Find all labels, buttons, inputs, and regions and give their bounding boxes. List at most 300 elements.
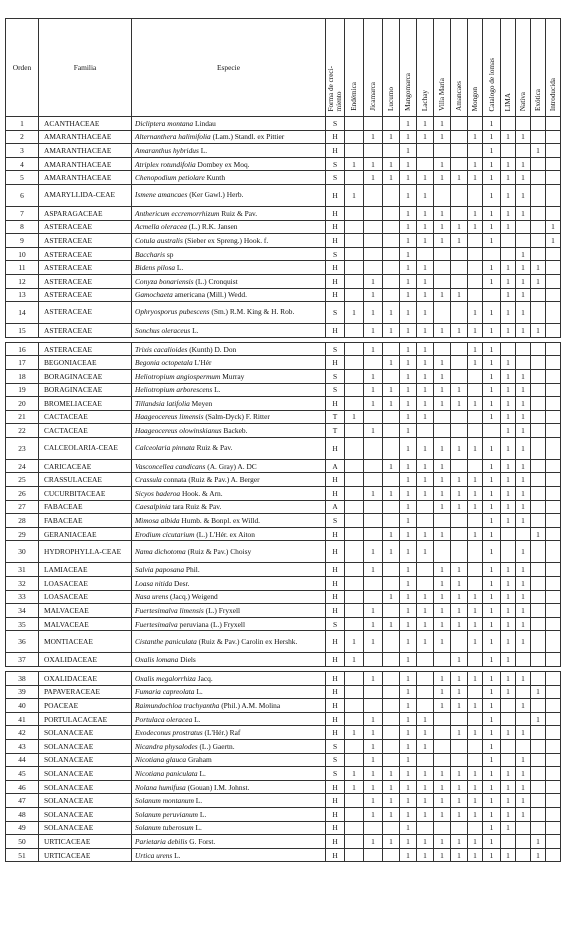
- authority: (Gouan) I.M. Johnst.: [185, 782, 250, 792]
- orden-cell: 2: [6, 130, 39, 144]
- presence-cell: 1: [400, 712, 417, 726]
- presence-cell: [383, 672, 400, 686]
- presence-cell: 1: [483, 261, 501, 275]
- presence-cell: 1: [468, 726, 483, 740]
- presence-cell: 1: [468, 672, 483, 686]
- familia-cell: HYDROPHYLLA-CEAE: [39, 541, 132, 563]
- presence-cell: 1: [483, 590, 501, 604]
- presence-cell: [531, 780, 546, 794]
- presence-cell: [364, 220, 383, 234]
- presence-cell: [364, 590, 383, 604]
- authority: Humb. & Bonpl. ex Willd.: [179, 516, 261, 526]
- presence-cell: [383, 577, 400, 591]
- presence-cell: 1: [483, 631, 501, 653]
- presence-cell: 1: [501, 356, 516, 370]
- presence-cell: 1: [501, 261, 516, 275]
- header-introducida: Introducida: [546, 19, 561, 117]
- presence-cell: 1: [434, 617, 451, 631]
- familia-cell: ASTERACEAE: [39, 274, 132, 288]
- presence-cell: [501, 712, 516, 726]
- presence-cell: 1: [468, 171, 483, 185]
- presence-cell: [383, 514, 400, 528]
- scientific-name: Dicliptera montana: [135, 118, 194, 128]
- scientific-name: Exodeconus prostratus: [135, 728, 203, 738]
- especie-cell: [132, 342, 326, 356]
- presence-cell: 1: [531, 835, 546, 849]
- presence-cell: [546, 397, 561, 411]
- especie-cell: [132, 712, 326, 726]
- presence-cell: [516, 835, 531, 849]
- authority: (Salm-Dyck) F. Ritter: [203, 412, 270, 422]
- forma-crecimiento-cell: H: [326, 487, 345, 501]
- presence-cell: 1: [501, 410, 516, 424]
- presence-cell: [345, 473, 364, 487]
- presence-cell: [516, 653, 531, 667]
- authority: Jacq.: [195, 673, 213, 683]
- forma-crecimiento-cell: S: [326, 117, 345, 131]
- presence-cell: [546, 500, 561, 514]
- familia-cell: FABACEAE: [39, 514, 132, 528]
- presence-cell: 1: [501, 288, 516, 302]
- forma-crecimiento-cell: H: [326, 261, 345, 275]
- presence-cell: 1: [417, 487, 434, 501]
- presence-cell: [516, 342, 531, 356]
- presence-cell: [451, 631, 468, 653]
- table-row: [6, 157, 561, 171]
- presence-cell: 1: [417, 780, 434, 794]
- presence-cell: [468, 424, 483, 438]
- presence-cell: [345, 247, 364, 261]
- presence-cell: 1: [516, 514, 531, 528]
- presence-cell: [345, 739, 364, 753]
- presence-cell: [546, 288, 561, 302]
- especie-cell: [132, 685, 326, 699]
- especie-cell: [132, 171, 326, 185]
- presence-cell: 1: [434, 848, 451, 862]
- presence-cell: 1: [483, 541, 501, 563]
- presence-cell: 1: [434, 459, 451, 473]
- presence-cell: 1: [434, 807, 451, 821]
- presence-cell: [345, 437, 364, 459]
- presence-cell: 1: [501, 487, 516, 501]
- familia-cell: CRASSULACEAE: [39, 473, 132, 487]
- presence-cell: [531, 500, 546, 514]
- presence-cell: 1: [434, 487, 451, 501]
- presence-cell: 1: [468, 356, 483, 370]
- familia-cell: OXALIDACEAE: [39, 653, 132, 667]
- familia-cell: CACTACEAE: [39, 424, 132, 438]
- presence-cell: 1: [468, 617, 483, 631]
- presence-cell: [434, 726, 451, 740]
- header-mangomarca: Mangomarca: [400, 19, 417, 117]
- presence-cell: [451, 184, 468, 206]
- scientific-name: Acmella oleracea: [135, 222, 187, 232]
- scientific-name: Parietaria debilis: [135, 836, 188, 846]
- scientific-name: Raimundochloa trachyantha: [135, 700, 220, 710]
- presence-cell: 1: [451, 726, 468, 740]
- presence-cell: 1: [483, 767, 501, 781]
- table-row: [6, 274, 561, 288]
- presence-cell: [364, 699, 383, 713]
- presence-cell: 1: [468, 157, 483, 171]
- forma-crecimiento-cell: H: [326, 604, 345, 618]
- presence-cell: [531, 767, 546, 781]
- presence-cell: 1: [400, 672, 417, 686]
- presence-cell: [531, 473, 546, 487]
- presence-cell: 1: [417, 410, 434, 424]
- presence-cell: [383, 184, 400, 206]
- orden-cell: 34: [6, 604, 39, 618]
- presence-cell: 1: [483, 604, 501, 618]
- presence-cell: [546, 672, 561, 686]
- presence-cell: [345, 261, 364, 275]
- presence-cell: [468, 288, 483, 302]
- presence-cell: [531, 397, 546, 411]
- presence-cell: [531, 807, 546, 821]
- presence-cell: [345, 514, 364, 528]
- presence-cell: [501, 753, 516, 767]
- presence-cell: 1: [531, 685, 546, 699]
- presence-cell: 1: [383, 780, 400, 794]
- presence-cell: [345, 848, 364, 862]
- presence-cell: 1: [501, 171, 516, 185]
- presence-cell: 1: [501, 383, 516, 397]
- presence-cell: 1: [468, 473, 483, 487]
- presence-cell: [451, 424, 468, 438]
- table-row: [6, 821, 561, 835]
- especie-cell: [132, 794, 326, 808]
- especie-cell: [132, 356, 326, 370]
- table-row: [6, 302, 561, 324]
- orden-cell: 49: [6, 821, 39, 835]
- presence-cell: 1: [383, 383, 400, 397]
- presence-cell: [546, 171, 561, 185]
- presence-cell: 1: [400, 184, 417, 206]
- especie-cell: [132, 653, 326, 667]
- presence-cell: 1: [400, 274, 417, 288]
- presence-cell: 1: [417, 302, 434, 324]
- presence-cell: [345, 712, 364, 726]
- scientific-name: Salvia paposana: [135, 565, 185, 575]
- presence-cell: [345, 672, 364, 686]
- presence-cell: [417, 500, 434, 514]
- familia-cell: ASTERACEAE: [39, 324, 132, 338]
- presence-cell: 1: [364, 171, 383, 185]
- familia-cell: AMARANTHACEAE: [39, 130, 132, 144]
- presence-cell: 1: [434, 563, 451, 577]
- presence-cell: [345, 487, 364, 501]
- presence-cell: [451, 117, 468, 131]
- presence-cell: [383, 699, 400, 713]
- especie-cell: [132, 247, 326, 261]
- forma-crecimiento-cell: S: [326, 383, 345, 397]
- presence-cell: 1: [417, 590, 434, 604]
- presence-cell: 1: [400, 459, 417, 473]
- presence-cell: 1: [483, 410, 501, 424]
- presence-cell: [345, 590, 364, 604]
- familia-cell: SOLANACEAE: [39, 807, 132, 821]
- presence-cell: 1: [516, 604, 531, 618]
- presence-cell: 1: [501, 807, 516, 821]
- authority: (L.) L'Hér. ex Aiton: [194, 529, 255, 539]
- presence-cell: 1: [400, 577, 417, 591]
- presence-cell: 1: [516, 780, 531, 794]
- presence-cell: 1: [434, 604, 451, 618]
- presence-cell: [468, 577, 483, 591]
- especie-cell: [132, 410, 326, 424]
- presence-cell: 1: [400, 437, 417, 459]
- especie-cell: [132, 274, 326, 288]
- familia-cell: AMARANTHACEAE: [39, 171, 132, 185]
- table-body: [6, 117, 561, 862]
- especie-cell: [132, 487, 326, 501]
- presence-cell: 1: [483, 206, 501, 220]
- presence-cell: 1: [516, 473, 531, 487]
- presence-cell: [531, 563, 546, 577]
- especie-cell: [132, 739, 326, 753]
- presence-cell: 1: [451, 324, 468, 338]
- scientific-name: Fumaria capreolata: [135, 687, 195, 697]
- presence-cell: [364, 356, 383, 370]
- presence-cell: 1: [364, 302, 383, 324]
- header-row: [6, 19, 561, 117]
- presence-cell: 1: [451, 685, 468, 699]
- forma-crecimiento-cell: H: [326, 780, 345, 794]
- authority: tara Ruiz & Pav.: [170, 502, 222, 512]
- table-row: [6, 685, 561, 699]
- orden-cell: 42: [6, 726, 39, 740]
- presence-cell: [434, 274, 451, 288]
- presence-cell: 1: [434, 527, 451, 541]
- presence-cell: 1: [483, 356, 501, 370]
- authority: (Phil.) A.M. Molina: [219, 700, 281, 710]
- presence-cell: [345, 220, 364, 234]
- presence-cell: 1: [516, 424, 531, 438]
- presence-cell: 1: [468, 302, 483, 324]
- authority: (L.) R.K. Jansen: [186, 222, 238, 232]
- presence-cell: 1: [400, 514, 417, 528]
- presence-cell: 1: [364, 767, 383, 781]
- presence-cell: 1: [434, 356, 451, 370]
- presence-cell: 1: [483, 487, 501, 501]
- presence-cell: [516, 821, 531, 835]
- familia-cell: OXALIDACEAE: [39, 672, 132, 686]
- especie-cell: [132, 459, 326, 473]
- presence-cell: [383, 848, 400, 862]
- presence-cell: [531, 617, 546, 631]
- presence-cell: 1: [516, 171, 531, 185]
- scientific-name: Conyza bonariensis: [135, 276, 194, 286]
- presence-cell: 1: [400, 821, 417, 835]
- header-exotica: Exótica: [531, 19, 546, 117]
- presence-cell: [364, 473, 383, 487]
- table-row: [6, 247, 561, 261]
- presence-cell: 1: [501, 794, 516, 808]
- table-row: [6, 699, 561, 713]
- presence-cell: [531, 459, 546, 473]
- authority: G. Forst.: [187, 836, 216, 846]
- table-row: [6, 780, 561, 794]
- presence-cell: [364, 117, 383, 131]
- authority: Ruiz & Pav.: [194, 443, 233, 453]
- presence-cell: [383, 500, 400, 514]
- presence-cell: 1: [345, 780, 364, 794]
- familia-cell: SOLANACEAE: [39, 780, 132, 794]
- presence-cell: 1: [434, 672, 451, 686]
- especie-cell: [132, 767, 326, 781]
- presence-cell: 1: [345, 410, 364, 424]
- authority: L.: [175, 263, 184, 273]
- presence-cell: 1: [516, 324, 531, 338]
- presence-cell: [531, 739, 546, 753]
- presence-cell: [546, 604, 561, 618]
- especie-cell: [132, 726, 326, 740]
- presence-cell: [364, 848, 383, 862]
- scientific-name: Vasconcellea candicans: [135, 461, 206, 471]
- presence-cell: 1: [516, 288, 531, 302]
- presence-cell: 1: [434, 369, 451, 383]
- presence-cell: [434, 514, 451, 528]
- presence-cell: 1: [483, 739, 501, 753]
- presence-cell: 1: [516, 184, 531, 206]
- presence-cell: 1: [400, 261, 417, 275]
- scientific-name: Haageocereus olowinskianus: [135, 426, 222, 436]
- especie-cell: [132, 220, 326, 234]
- presence-cell: [546, 184, 561, 206]
- presence-cell: 1: [417, 369, 434, 383]
- presence-cell: 1: [483, 117, 501, 131]
- presence-cell: 1: [434, 206, 451, 220]
- presence-cell: 1: [516, 500, 531, 514]
- presence-cell: 1: [434, 473, 451, 487]
- presence-cell: 1: [516, 753, 531, 767]
- presence-cell: 1: [516, 541, 531, 563]
- presence-cell: [434, 261, 451, 275]
- presence-cell: 1: [483, 514, 501, 528]
- familia-cell: MALVACEAE: [39, 617, 132, 631]
- presence-cell: [546, 342, 561, 356]
- especie-cell: [132, 821, 326, 835]
- presence-cell: 1: [483, 699, 501, 713]
- authority: (Jacq.) Weigend: [168, 592, 218, 602]
- presence-cell: [345, 288, 364, 302]
- presence-cell: 1: [383, 541, 400, 563]
- presence-cell: 1: [468, 835, 483, 849]
- presence-cell: 1: [417, 184, 434, 206]
- scientific-name: Caesalpinia: [135, 502, 171, 512]
- authority: (Kunth) D. Don: [187, 344, 237, 354]
- presence-cell: [417, 821, 434, 835]
- table-row: [6, 473, 561, 487]
- presence-cell: 1: [483, 184, 501, 206]
- presence-cell: [345, 604, 364, 618]
- presence-cell: [383, 739, 400, 753]
- presence-cell: 1: [483, 397, 501, 411]
- scientific-name: Erodium cicutarium: [135, 529, 195, 539]
- presence-cell: 1: [417, 261, 434, 275]
- presence-cell: [531, 356, 546, 370]
- forma-crecimiento-cell: S: [326, 369, 345, 383]
- familia-cell: ASTERACEAE: [39, 234, 132, 248]
- presence-cell: 1: [501, 130, 516, 144]
- presence-cell: 1: [434, 324, 451, 338]
- especie-cell: [132, 261, 326, 275]
- authority: L.: [212, 385, 221, 395]
- orden-cell: 16: [6, 342, 39, 356]
- presence-cell: [434, 342, 451, 356]
- forma-crecimiento-cell: T: [326, 410, 345, 424]
- presence-cell: 1: [434, 631, 451, 653]
- presence-cell: 1: [417, 383, 434, 397]
- familia-cell: SOLANACEAE: [39, 794, 132, 808]
- presence-cell: 1: [451, 383, 468, 397]
- table-row: [6, 631, 561, 653]
- presence-cell: [546, 685, 561, 699]
- presence-cell: [546, 247, 561, 261]
- orden-cell: 45: [6, 767, 39, 781]
- presence-cell: [516, 848, 531, 862]
- presence-cell: 1: [516, 794, 531, 808]
- presence-cell: [451, 130, 468, 144]
- presence-cell: 1: [468, 807, 483, 821]
- authority: L'Hér: [192, 358, 212, 368]
- presence-cell: 1: [383, 527, 400, 541]
- presence-cell: 1: [483, 302, 501, 324]
- familia-cell: AMARANTHACEAE: [39, 144, 132, 158]
- presence-cell: 1: [400, 117, 417, 131]
- presence-cell: [451, 157, 468, 171]
- table-row: [6, 753, 561, 767]
- table-row: [6, 500, 561, 514]
- presence-cell: 1: [516, 487, 531, 501]
- presence-cell: [451, 514, 468, 528]
- presence-cell: 1: [400, 726, 417, 740]
- presence-cell: 1: [483, 500, 501, 514]
- presence-cell: [345, 577, 364, 591]
- especie-cell: [132, 206, 326, 220]
- familia-cell: URTICACEAE: [39, 848, 132, 862]
- presence-cell: [468, 653, 483, 667]
- presence-cell: 1: [483, 780, 501, 794]
- presence-cell: 1: [383, 767, 400, 781]
- presence-cell: 1: [434, 780, 451, 794]
- presence-cell: 1: [468, 794, 483, 808]
- presence-cell: 1: [483, 726, 501, 740]
- forma-crecimiento-cell: A: [326, 459, 345, 473]
- presence-cell: 1: [483, 712, 501, 726]
- presence-cell: [531, 604, 546, 618]
- authority: (L'Hér.) Raf: [202, 728, 241, 738]
- presence-cell: [468, 514, 483, 528]
- presence-cell: 1: [400, 487, 417, 501]
- familia-cell: POACEAE: [39, 699, 132, 713]
- presence-cell: [546, 324, 561, 338]
- presence-cell: [383, 144, 400, 158]
- presence-cell: 1: [400, 631, 417, 653]
- scientific-name: Amaranthus hybridus: [135, 145, 199, 155]
- authority: L.: [193, 823, 202, 833]
- authority: Hook. & Arn.: [180, 488, 223, 498]
- forma-crecimiento-cell: H: [326, 184, 345, 206]
- presence-cell: [546, 527, 561, 541]
- forma-crecimiento-cell: S: [326, 171, 345, 185]
- presence-cell: [451, 527, 468, 541]
- authority: sp: [164, 249, 174, 259]
- presence-cell: 1: [400, 500, 417, 514]
- presence-cell: [531, 794, 546, 808]
- presence-cell: 1: [516, 807, 531, 821]
- presence-cell: [546, 563, 561, 577]
